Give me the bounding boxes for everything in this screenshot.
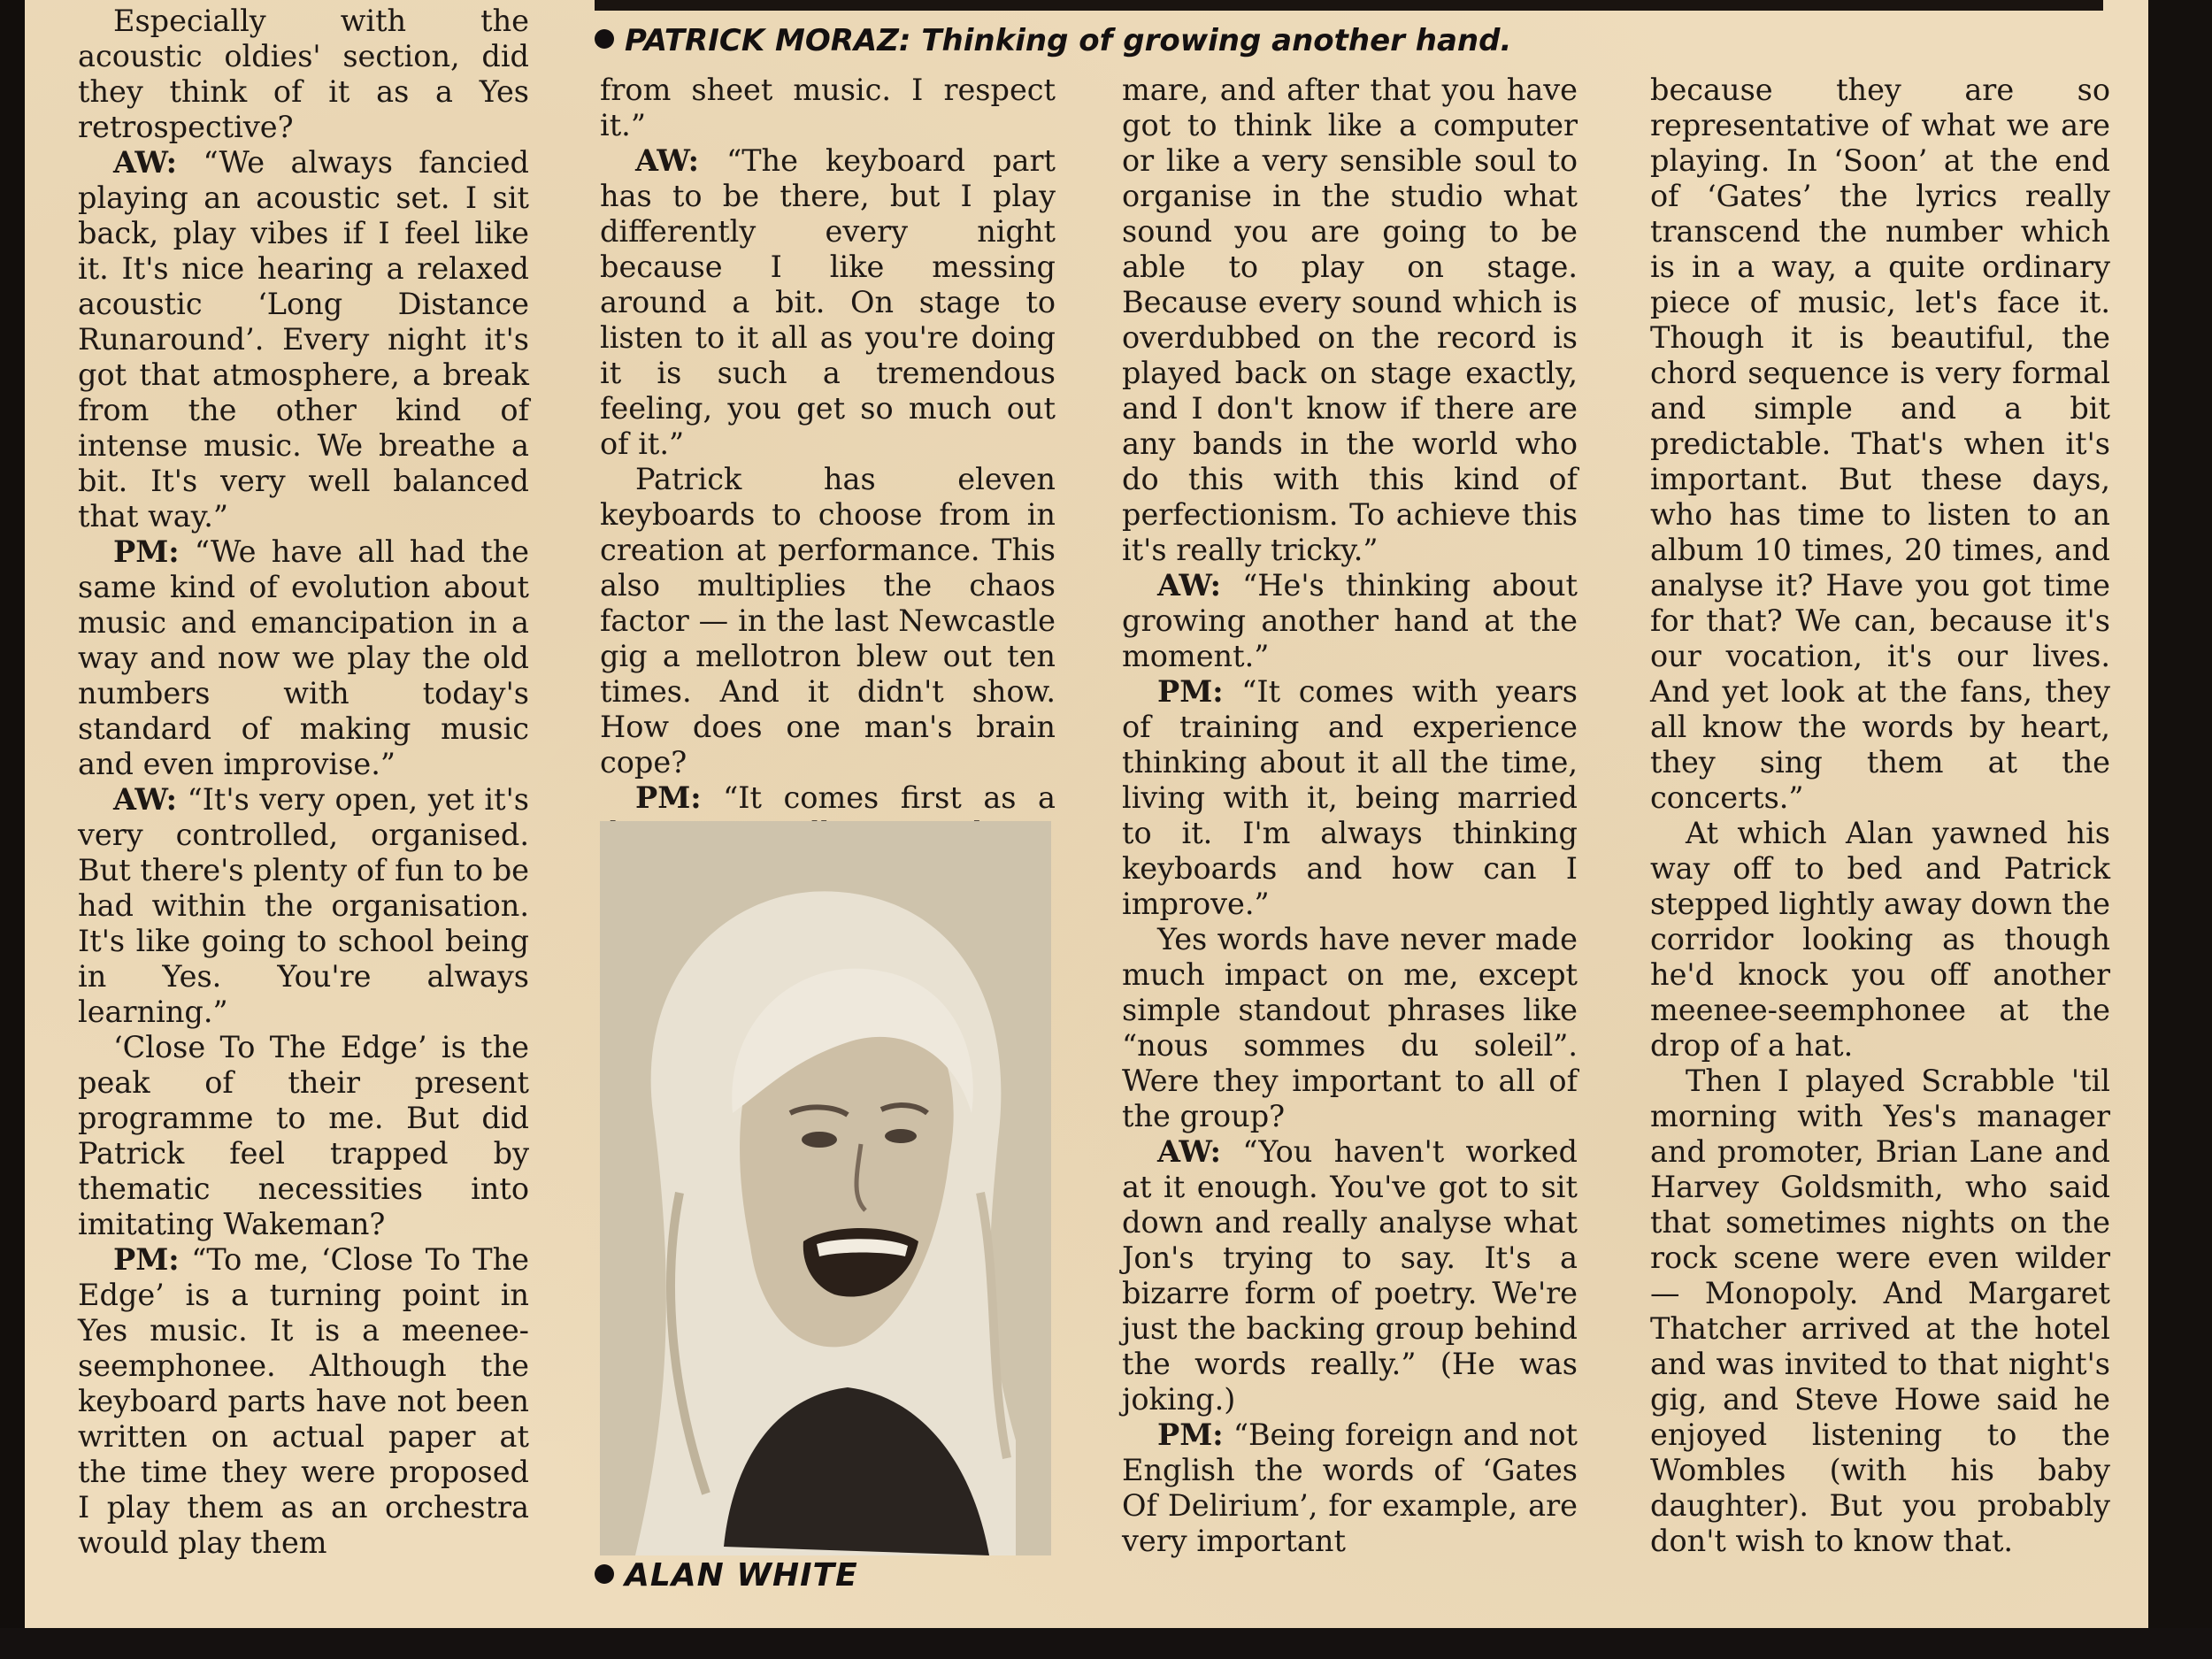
paragraph: [1122, 922, 1578, 1134]
paragraph: [78, 1030, 529, 1242]
bullet-icon: [595, 29, 614, 49]
paragraph: [78, 4, 529, 145]
paragraph-text: “It comes with years of training and experience thinking about it all the time, living with it, being married to it. I'm always thinking keyboards and how can I improve.”: [1122, 674, 1578, 921]
paragraph: [1122, 674, 1578, 922]
paragraph-text: “We have all had the same kind of evolution about music and emancipation in a way and now we play the old numbers with today's standard of making music and even improvise.”: [78, 534, 529, 781]
paragraph: [1122, 568, 1578, 674]
paragraph: [600, 462, 1056, 780]
paragraph-text: from sheet music. I respect it.”: [600, 73, 1056, 142]
speaker-label: AW:: [113, 782, 178, 817]
page-edge-bottom: [0, 1628, 2212, 1659]
paragraph: [78, 145, 529, 534]
paragraph: [600, 73, 1056, 143]
article-column-1: [78, 4, 529, 1561]
speaker-label: PM:: [1157, 674, 1224, 709]
page-edge-right: [2148, 0, 2212, 1659]
portrait-image: [600, 821, 1051, 1555]
paragraph: [1650, 816, 2110, 1064]
paragraph-text: “You haven't worked at it enough. You've got to sit down and really analyse what Jon's trying to say. It's a bizarre form of poetry. We're just the backing group behind the words really.” (He was joking.): [1122, 1134, 1578, 1417]
article-column-4: [1650, 73, 2110, 1559]
paragraph: [1122, 1134, 1578, 1417]
paragraph-text: “Being foreign and not English the words of ‘Gates Of Delirium’, for example, are very important: [1122, 1417, 1578, 1558]
paragraph-text: ‘Close To The Edge’ is the peak of their present programme to me. But did Patrick feel trapped by thematic necessities into imitating Wakeman?: [78, 1030, 529, 1241]
paragraph: [78, 534, 529, 782]
speaker-label: PM:: [113, 1242, 180, 1277]
paragraph-text: “It's very open, yet it's very controlled, organised. But there's plenty of fun to be had within the organisation. It's like going to school being in Yes. You're always learning.”: [78, 782, 529, 1029]
speaker-label: AW:: [635, 143, 700, 178]
page-edge-left: [0, 0, 25, 1659]
speaker-label: PM:: [635, 780, 702, 815]
bullet-icon: [595, 1564, 614, 1584]
paragraph-text: Yes words have never made much impact on me, except simple standout phrases like “nous sommes du soleil”. Were they important to all of the group?: [1122, 922, 1578, 1133]
paragraph-text: “It comes first as a: [723, 780, 1056, 815]
portrait-photo: [600, 821, 1051, 1555]
paragraph-text: At which Alan yawned his way off to bed and Patrick stepped lightly away down the corridor looking as though he'd knock you off another meenee-seemphonee at the drop of a hat.: [1650, 816, 2110, 1063]
photo-caption-bottom: [595, 1557, 858, 1594]
caption-text: ALAN WHITE: [625, 1557, 858, 1594]
paragraph-text: mare, and after that you have got to think like a computer or like a very sensible soul to organise in the studio what sound you are going to be able to play on stage. Because every sound which is overdubbed on the record is played back on stage exactly, and I don't know if there are any bands in the world who do this with this kind of perfectionism. To achieve this it's really tricky.”: [1122, 73, 1578, 567]
paragraph-text: “He's thinking about growing another hand at the moment.”: [1122, 568, 1578, 673]
speaker-label: AW:: [1157, 1134, 1222, 1169]
paragraph-text: Then I played Scrabble 'til morning with Yes's manager and promoter, Brian Lane and Harvey Goldsmith, who said that sometimes nights on the rock scene were even wilder — Monopoly. And Margaret Thatcher arrived at the hotel and was invited to that night's gig, and Steve Howe said he enjoyed listening to the Wombles (with his baby daughter). But you probably don't wish to know that.: [1650, 1064, 2110, 1558]
speaker-label: PM:: [113, 534, 180, 569]
speaker-label: AW:: [1157, 568, 1222, 603]
paragraph: [600, 143, 1056, 462]
caption-text: PATRICK MORAZ: Thinking of growing another hand.: [625, 23, 1512, 58]
paragraph-text: “The keyboard part has to be there, but I play differently every night because I like messing around a bit. On stage to listen to it all as you're doing it is such a tremendous feeling, you get so much out of it.”: [600, 143, 1056, 461]
paragraph-text: because they are so representative of what we are playing. In ‘Soon’ at the end of ‘Gates’ the lyrics really transcend the number which is in a way, a quite ordinary piece of music, let's face it. Though it is beautiful, the chord sequence is very formal and simple and a bit predictable. That's when it's important. But these days, who has time to listen to an album 10 times, 20 times, and analyse it? Have you got time for that? We can, because it's our vocation, it's our lives. And yet look at the fans, they all know the words by heart, they sing them at the concerts.”: [1650, 73, 2110, 815]
top-rule: [595, 0, 2103, 11]
speaker-label: PM:: [1157, 1417, 1224, 1452]
paragraph-text: Especially with the acoustic oldies' section, did they think of it as a Yes retrospective?: [78, 4, 529, 144]
paragraph-text: “To me, ‘Close To The Edge’ is a turning point in Yes music. It is a meenee-seemphonee. Although the keyboard parts have not been written on actual paper at the time they were proposed I play them as an orchestra would play them: [78, 1242, 529, 1560]
paragraph-text: Patrick has eleven keyboards to choose from in creation at performance. This also multiplies the chaos factor — in the last Newcastle gig a mellotron blew out ten times. And it didn't show. How does one man's brain cope?: [600, 462, 1056, 780]
article-column-2: [600, 73, 1056, 851]
paragraph: [1122, 1417, 1578, 1559]
paragraph: [1122, 73, 1578, 568]
speaker-label: AW:: [113, 145, 178, 180]
paragraph: [78, 1242, 529, 1561]
photo-caption-top: [595, 23, 1511, 58]
article-column-3: [1122, 73, 1578, 1559]
paragraph: [1650, 1064, 2110, 1559]
paragraph-text: “We always fancied playing an acoustic set. I sit back, play vibes if I feel like it. It's nice hearing a relaxed acoustic ‘Long Distance Runaround’. Every night it's got that atmosphere, a break from the other kind of intense music. We breathe a bit. It's very well balanced that way.”: [78, 145, 529, 534]
paragraph: [78, 782, 529, 1030]
paragraph: [1650, 73, 2110, 816]
